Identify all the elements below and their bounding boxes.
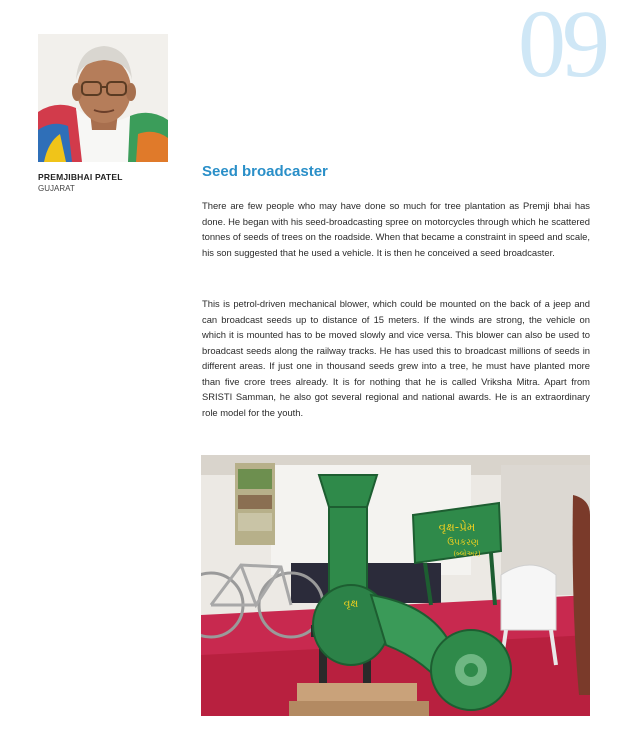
portrait-photo [38, 34, 168, 162]
article-title: Seed broadcaster [202, 163, 328, 180]
sign-text-1: વૃક્ષ-પ્રેમ [438, 520, 476, 534]
article-paragraph-1: There are few people who may have done so much for tree plantation as Premji bhai has done. He began with his seed-broadcasting spree on motorcycles through which he scattered tonnes of seeds of trees on the roadside. When that became a constraint in speed and scale, his son suggested that he used a vehicle. It is then he conceived a seed broadcaster. [202, 200, 590, 258]
page-number: 09 [518, 0, 606, 97]
person-location: GUJARAT [38, 184, 75, 193]
seed-broadcaster-photo [201, 455, 590, 716]
article-paragraph-2: This is petrol-driven mechanical blower, which could be mounted on the back of a jeep and can broadcast seeds up to distance of 15 meters. If the winds are strong, the vehicle on which it is mounted has to be moved slowly and vice versa. This blower can also be used to broadcast seeds along the railway tracks. He has used this to broadcast millions of seeds in different areas. If just one in thousand seeds grew into a tree, he must have planted more than five crore trees already. It is for nothing that he is called Vriksha Mitra. Apart from SRISTI Samman, he also got several regional and national awards. He is an extraordinary role model for the youth. [202, 298, 590, 418]
person-name: PREMJIBHAI PATEL [38, 172, 123, 182]
sign-text-3: (બ્લોઅર) [453, 550, 481, 558]
sign-text-2: ઉપકરણ [447, 538, 479, 548]
hopper-label: વૃક્ષ [343, 597, 359, 610]
